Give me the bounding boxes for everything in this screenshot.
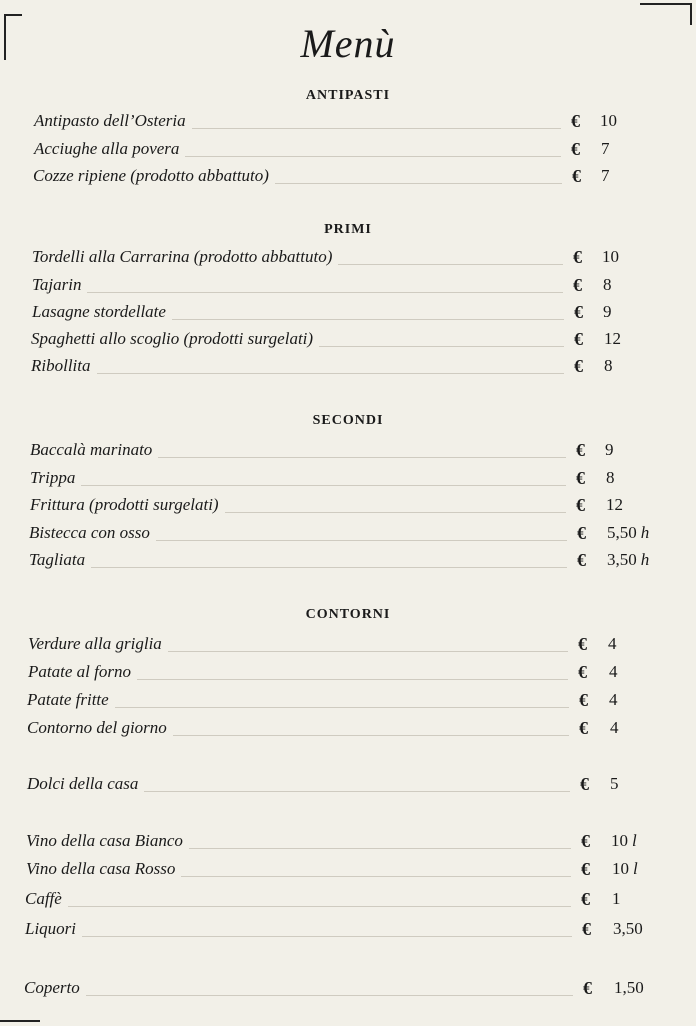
item-name: Acciughe alla povera: [34, 139, 185, 159]
price-unit: l: [632, 831, 637, 850]
section-title-secondi: SECONDI: [312, 413, 384, 428]
drink-item: [26, 857, 660, 883]
menu-item: [31, 327, 660, 353]
euro-sign: €: [583, 978, 592, 998]
menu-item: [28, 632, 660, 658]
menu-item: [30, 438, 660, 464]
price-value: 3,50: [607, 550, 637, 569]
item-name: Bistecca con osso: [29, 523, 156, 543]
item-price: [612, 859, 638, 879]
euro-sign: €: [581, 889, 590, 909]
euro-sign: €: [579, 718, 588, 738]
section-title-contorni: CONTORNI: [305, 607, 391, 622]
section-title-antipasti: ANTIPASTI: [305, 88, 391, 103]
euro-sign: €: [579, 690, 588, 710]
euro-sign: €: [574, 329, 583, 349]
corner-mark-bottom-left: [0, 1020, 40, 1026]
drink-item: [26, 829, 660, 855]
euro-sign: €: [580, 774, 589, 794]
item-price: [614, 978, 644, 998]
item-name: Tordelli alla Carrarina (prodotto abbattuto): [32, 247, 338, 267]
item-price: [606, 468, 615, 488]
item-name: Vino della casa Bianco: [26, 831, 189, 851]
menu-item: [33, 164, 660, 190]
item-name: Baccalà marinato: [30, 440, 158, 460]
price-value: 4: [609, 690, 618, 709]
coperto-item: [24, 976, 660, 1002]
euro-sign: €: [573, 247, 582, 267]
drink-item: [25, 887, 660, 913]
menu-item: [31, 354, 660, 380]
item-name: Contorno del giorno: [27, 718, 173, 738]
item-price: [603, 302, 612, 322]
dotted-leader: [29, 567, 567, 568]
menu-item: [28, 660, 660, 686]
menu-item: [27, 716, 660, 742]
euro-sign: €: [574, 302, 583, 322]
price-value: 10: [611, 831, 628, 850]
euro-sign: €: [577, 523, 586, 543]
item-price: [604, 329, 621, 349]
euro-sign: €: [581, 831, 590, 851]
item-name: Vino della casa Rosso: [26, 859, 181, 879]
item-name: Verdure alla griglia: [28, 634, 168, 654]
item-name: Tajarin: [32, 275, 87, 295]
item-name: Trippa: [30, 468, 81, 488]
item-name: Lasagne stordellate: [32, 302, 172, 322]
item-name: Dolci della casa: [27, 774, 144, 794]
price-unit: h: [640, 550, 650, 569]
price-value: 8: [604, 356, 613, 375]
price-value: 7: [601, 166, 610, 185]
price-value: 9: [605, 440, 614, 459]
item-price: [613, 919, 643, 939]
item-name: Antipasto dell’Osteria: [34, 111, 192, 131]
item-name: Frittura (prodotti surgelati): [30, 495, 225, 515]
euro-sign: €: [578, 662, 587, 682]
section-title-primi: PRIMI: [324, 222, 372, 237]
item-name: Liquori: [25, 919, 82, 939]
item-price: [607, 550, 649, 570]
euro-sign: €: [581, 859, 590, 879]
item-price: [608, 634, 617, 654]
price-value: 5: [610, 774, 619, 793]
item-price: [610, 774, 619, 794]
item-price: [601, 139, 610, 159]
item-price: [611, 831, 637, 851]
menu-item: [32, 300, 660, 326]
price-value: 1: [612, 889, 621, 908]
price-value: 9: [603, 302, 612, 321]
item-price: [605, 440, 614, 460]
item-name: Tagliata: [29, 550, 91, 570]
price-value: 12: [604, 329, 621, 348]
price-value: 4: [610, 718, 619, 737]
item-name: Coperto: [24, 978, 86, 998]
price-value: 4: [609, 662, 618, 681]
item-price: [607, 523, 649, 543]
euro-sign: €: [571, 139, 580, 159]
price-value: 1,50: [614, 978, 644, 997]
price-value: 7: [601, 139, 610, 158]
dotted-leader: [32, 292, 563, 293]
euro-sign: €: [576, 440, 585, 460]
euro-sign: €: [578, 634, 587, 654]
dotted-leader: [30, 485, 566, 486]
euro-sign: €: [582, 919, 591, 939]
item-name: Caffè: [25, 889, 68, 909]
item-name: Patate al forno: [28, 662, 137, 682]
euro-sign: €: [574, 356, 583, 376]
item-price: [600, 111, 617, 131]
price-value: 10: [600, 111, 617, 130]
euro-sign: €: [571, 111, 580, 131]
item-price: [603, 275, 612, 295]
item-price: [601, 166, 610, 186]
euro-sign: €: [573, 275, 582, 295]
price-value: 8: [606, 468, 615, 487]
price-value: 10: [602, 247, 619, 266]
menu-item: [32, 273, 660, 299]
dessert-item: [27, 772, 660, 798]
euro-sign: €: [572, 166, 581, 186]
item-price: [609, 662, 618, 682]
euro-sign: €: [577, 550, 586, 570]
item-name: Ribollita: [31, 356, 97, 376]
menu-title: Menù: [300, 21, 396, 66]
item-price: [602, 247, 619, 267]
price-value: 5,50: [607, 523, 637, 542]
item-price: [604, 356, 613, 376]
menu-item: [30, 493, 660, 519]
price-value: 10: [612, 859, 629, 878]
menu-item: [29, 521, 660, 547]
item-name: Cozze ripiene (prodotto abbattuto): [33, 166, 275, 186]
item-price: [612, 889, 621, 909]
price-value: 4: [608, 634, 617, 653]
dotted-leader: [25, 936, 572, 937]
menu-item: [30, 466, 660, 492]
dotted-leader: [25, 906, 571, 907]
item-name: Patate fritte: [27, 690, 115, 710]
menu-item: [29, 548, 660, 574]
item-price: [606, 495, 623, 515]
price-value: 3,50: [613, 919, 643, 938]
price-value: 8: [603, 275, 612, 294]
euro-sign: €: [576, 495, 585, 515]
menu-item: [27, 688, 660, 714]
item-name: Spaghetti allo scoglio (prodotti surgelati): [31, 329, 319, 349]
drink-item: [25, 917, 660, 943]
price-unit: l: [633, 859, 638, 878]
euro-sign: €: [576, 468, 585, 488]
price-value: 12: [606, 495, 623, 514]
menu-item: [34, 137, 660, 163]
item-price: [609, 690, 618, 710]
dotted-leader: [24, 995, 573, 996]
menu-item: [34, 109, 660, 135]
price-unit: h: [640, 523, 650, 542]
menu-item: [32, 245, 660, 271]
item-price: [610, 718, 619, 738]
dotted-leader: [31, 373, 564, 374]
